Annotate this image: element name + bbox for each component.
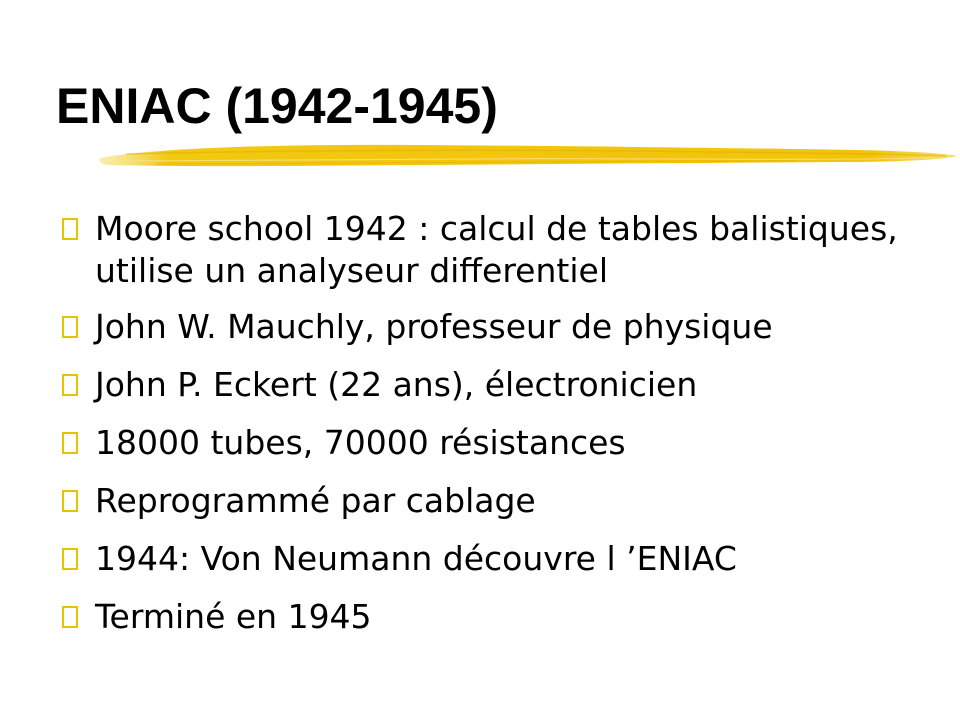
title-underline-brushstroke xyxy=(96,134,960,178)
bullet-item xyxy=(62,596,942,638)
square-bullet-icon xyxy=(62,218,78,240)
square-bullet-icon xyxy=(62,374,78,396)
bullet-item xyxy=(62,422,942,464)
bullet-item xyxy=(62,306,942,348)
bullet-item xyxy=(62,538,942,580)
bullet-item xyxy=(62,208,942,292)
bullet-item xyxy=(62,364,942,406)
bullet-text: Reprogrammé par cablage xyxy=(95,481,536,520)
bullet-text: 1944: Von Neumann découvre l ’ENIAC xyxy=(95,539,737,578)
bullet-text: 18000 tubes, 70000 résistances xyxy=(95,423,626,462)
slide-title: ENIAC (1942-1945) xyxy=(56,78,498,134)
square-bullet-icon xyxy=(62,606,78,628)
bullet-text: Terminé en 1945 xyxy=(95,597,372,636)
bullet-text: John P. Eckert (22 ans), électronicien xyxy=(95,365,698,404)
square-bullet-icon xyxy=(62,316,78,338)
square-bullet-icon xyxy=(62,490,78,512)
square-bullet-icon xyxy=(62,432,78,454)
bullet-list xyxy=(62,208,942,654)
bullet-text: John W. Mauchly, professeur de physique xyxy=(95,307,773,346)
square-bullet-icon xyxy=(62,548,78,570)
bullet-item xyxy=(62,480,942,522)
bullet-text: Moore school 1942 : calcul de tables balistiques, utilise un analyseur differentiel xyxy=(95,209,898,290)
